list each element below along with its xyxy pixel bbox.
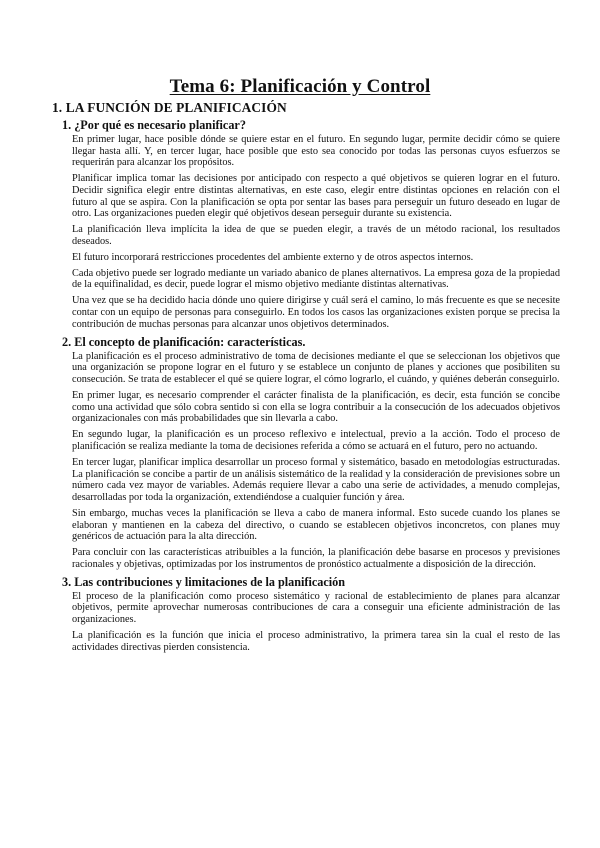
paragraph: En tercer lugar, planificar implica desarrollar un proceso formal y sistemático, basado en metodologías estructuradas. La planificación se concibe a partir de un análisis sistemático de la realidad y la consideración de previsiones sobre un número cada vez mayor de variables. Además requiere llevar a cabo una serie de actividades, a menudo complejas, desarrolladas por toda la organización, extendiéndose a cualquier función y área. [72,456,560,503]
paragraph: En primer lugar, es necesario comprender el carácter finalista de la planificación, es decir, esta función se concibe como una actividad que sólo cobra sentido si con ella se logra contribuir a la consecución de los adecuados objetivos organizacionales con más probabilidades que sin llevarla a cabo. [72,389,560,425]
paragraph: El proceso de la planificación como proceso sistemático y racional de establecimiento de planes para alcanzar objetivos, permite aprovechar numerosas contribuciones de cara a conseguir una eficiente administración de las organizaciones. [72,590,560,626]
section-heading: 1. LA FUNCIÓN DE PLANIFICACIÓN [52,100,287,115]
document-body [52,100,560,658]
subsection-heading-1: 1. ¿Por qué es necesario planificar? [62,118,246,132]
paragraph: Para concluir con las características atribuibles a la función, la planificación debe basarse en procesos y previsiones racionales y objetivas, optimizadas por los instrumentos de pronóstico actualmente a disposición de la dirección. [72,547,560,570]
paragraph: La planificación es el proceso administrativo de toma de decisiones mediante el que se seleccionan los objetivos que una organización se propone lograr en el futuro y se establece un conjunto de planes y acciones que posibiliten su consecución. Se trata de establecer el qué se quiere lograr, el cómo lograrlo, el cuándo, y quiénes deberán conseguirlo. [72,350,560,386]
paragraph: Planificar implica tomar las decisiones por anticipado con respecto a qué objetivos se quieren lograr en el futuro. Decidir significa elegir entre distintas alternativas, en este caso, elegir entre distintas opciones en relación con el futuro al que se aspira. Con la planificación se opta por sentar las bases para perseguir un futuro deseado en lugar de otro. Las organizaciones pueden elegir qué objetivos desean perseguir durante su existencia. [72,173,560,220]
paragraph: Cada objetivo puede ser logrado mediante un variado abanico de planes alternativos. La empresa goza de la propiedad de la equifinalidad, es decir, puede lograr el mismo objetivo mediante distintas alternativas. [72,267,560,291]
paragraph: El futuro incorporará restricciones procedentes del ambiente externo y de otros aspectos internos. [72,251,474,263]
paragraph: Sin embargo, muchas veces la planificación se lleva a cabo de manera informal. Esto sucede cuando los planes se elaboran y mantienen en la cabeza del directivo, o cuando se establecen objetivos inconcretos, con planes muy genéricos de actuación para la alta dirección. [72,507,560,543]
paragraph: En primer lugar, hace posible dónde se quiere estar en el futuro. En segundo lugar, permite decidir cómo se quiere llegar hasta allí. Y, en tercer lugar, hace posible que esto sea conocido por todas las personas cuyos esfuerzos se requerirán para alcanzar los propósitos. [72,134,560,169]
subsection-heading-2: 2. El concepto de planificación: características. [62,334,306,349]
paragraph: La planificación lleva implícita la idea de que se pueden elegir, a través de un método racional, los resultados deseados. [72,224,560,247]
paragraph: En segundo lugar, la planificación es un proceso reflexivo e intelectual, previo a la acción. Todo el proceso de planificación se realiza mediante la toma de decisiones referida a cómo se actuará en el futuro, pero no actuando. [72,429,560,452]
document-title: Tema 6: Planificación y Control [169,76,431,97]
paragraph: La planificación es la función que inicia el proceso administrativo, la primera tarea sin la cual el resto de las actividades directivas pierden consistencia. [72,630,560,653]
subsection-heading-3: 3. Las contribuciones y limitaciones de la planificación [62,574,346,589]
paragraph: Una vez que se ha decidido hacia dónde uno quiere dirigirse y cuál será el camino, lo más frecuente es que se necesite contar con un equipo de personas para conseguirlo. En todos los casos las organizaciones existen porque se precisa la contribución de muchas personas para alcanzar unos objetivos determinados. [72,295,560,330]
